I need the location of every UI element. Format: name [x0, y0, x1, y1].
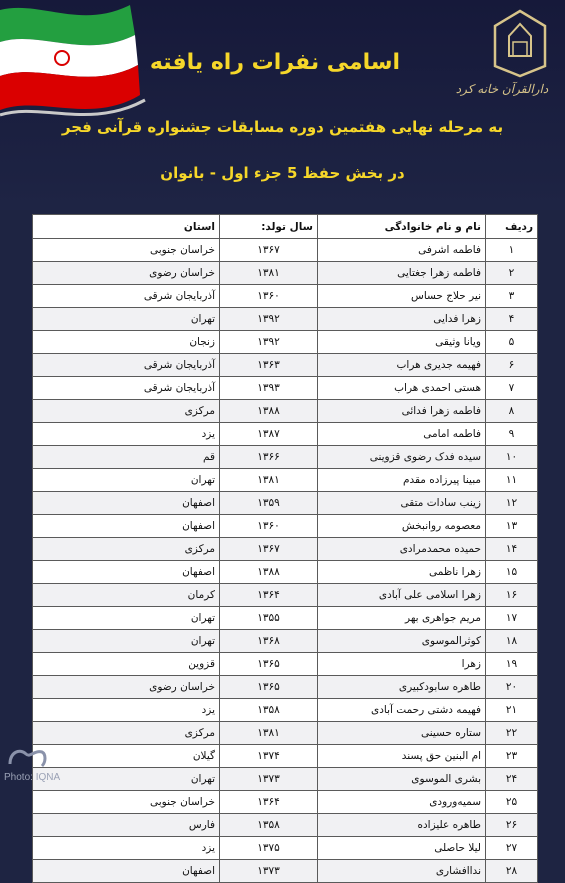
photo-credit: Photo: IQNA — [4, 772, 61, 783]
page-subtitle: به مرحله نهایی هفتمین دوره مسابقات جشنواره قرآنی فجر — [61, 118, 504, 136]
header-banner — [0, 0, 565, 210]
cell-birth-year: ۱۳۸۱ — [220, 469, 318, 492]
cell-birth-year: ۱۳۶۴ — [220, 791, 318, 814]
cell-name: فاطمه اشرفی — [318, 239, 486, 262]
cell-name: کوثرالموسوی — [318, 630, 486, 653]
cell-index: ۱۰ — [486, 446, 538, 469]
cell-province: آذربایجان شرقی — [33, 377, 220, 400]
cell-birth-year: ۱۳۶۴ — [220, 584, 318, 607]
table-row — [33, 814, 538, 837]
cell-birth-year: ۱۳۶۰ — [220, 515, 318, 538]
col-header-birth-year: سال تولد: — [220, 215, 318, 239]
cell-index: ۶ — [486, 354, 538, 377]
cell-name: بشری الموسوی — [318, 768, 486, 791]
cell-province: فارس — [33, 814, 220, 837]
cell-birth-year: ۱۳۸۷ — [220, 423, 318, 446]
cell-birth-year: ۱۳۵۸ — [220, 814, 318, 837]
cell-name: فاطمه امامی — [318, 423, 486, 446]
cell-birth-year: ۱۳۷۳ — [220, 860, 318, 883]
cell-name: فاطمه زهرا جغتایی — [318, 262, 486, 285]
cell-birth-year: ۱۳۶۷ — [220, 239, 318, 262]
cell-province: خراسان رضوی — [33, 676, 220, 699]
cell-province: یزد — [33, 423, 220, 446]
cell-name: ستاره حسینی — [318, 722, 486, 745]
cell-index: ۴ — [486, 308, 538, 331]
cell-index: ۲۳ — [486, 745, 538, 768]
cell-index: ۲۶ — [486, 814, 538, 837]
cell-name: مبینا پیرزاده مقدم — [318, 469, 486, 492]
darolquran-logo-icon — [489, 8, 551, 78]
cell-index: ۲۲ — [486, 722, 538, 745]
cell-birth-year: ۱۳۸۸ — [220, 400, 318, 423]
cell-index: ۱۴ — [486, 538, 538, 561]
cell-province: مرکزی — [33, 538, 220, 561]
cell-index: ۱ — [486, 239, 538, 262]
cell-province: یزد — [33, 837, 220, 860]
cell-birth-year: ۱۳۵۵ — [220, 607, 318, 630]
cell-index: ۹ — [486, 423, 538, 446]
table-row — [33, 860, 538, 883]
cell-birth-year: ۱۳۶۵ — [220, 676, 318, 699]
cell-index: ۱۹ — [486, 653, 538, 676]
cell-birth-year: ۱۳۵۹ — [220, 492, 318, 515]
cell-birth-year: ۱۳۶۰ — [220, 285, 318, 308]
cell-birth-year: ۱۳۹۲ — [220, 331, 318, 354]
table-row — [33, 354, 538, 377]
table-row — [33, 469, 538, 492]
cell-index: ۱۲ — [486, 492, 538, 515]
results-table-container — [32, 214, 537, 883]
cell-name: لیلا حاصلی — [318, 837, 486, 860]
table-row — [33, 676, 538, 699]
cell-province: مرکزی — [33, 722, 220, 745]
cell-index: ۱۸ — [486, 630, 538, 653]
cell-name: سیده فدک رضوی قزوینی — [318, 446, 486, 469]
cell-birth-year: ۱۳۶۵ — [220, 653, 318, 676]
col-header-index: ردیف — [486, 215, 538, 239]
cell-province: قم — [33, 446, 220, 469]
table-row — [33, 653, 538, 676]
cell-province: آذربایجان شرقی — [33, 285, 220, 308]
cell-name: مریم جواهری بهر — [318, 607, 486, 630]
cell-birth-year: ۱۳۸۱ — [220, 262, 318, 285]
table-row — [33, 768, 538, 791]
cell-province: تهران — [33, 607, 220, 630]
cell-birth-year: ۱۳۸۱ — [220, 722, 318, 745]
cell-province: تهران — [33, 768, 220, 791]
cell-birth-year: ۱۳۹۲ — [220, 308, 318, 331]
cell-index: ۲۴ — [486, 768, 538, 791]
cell-birth-year: ۱۳۶۶ — [220, 446, 318, 469]
cell-index: ۲۰ — [486, 676, 538, 699]
cell-birth-year: ۱۳۶۸ — [220, 630, 318, 653]
table-row — [33, 837, 538, 860]
cell-province: مرکزی — [33, 400, 220, 423]
cell-name: معصومه روانبخش — [318, 515, 486, 538]
cell-province: اصفهان — [33, 492, 220, 515]
cell-name: سمیه‌ورودی — [318, 791, 486, 814]
cell-index: ۲۵ — [486, 791, 538, 814]
table-row — [33, 607, 538, 630]
table-row — [33, 446, 538, 469]
cell-name: طاهره علیزاده — [318, 814, 486, 837]
cell-name: فاطمه زهرا فدائی — [318, 400, 486, 423]
cell-province: گیلان — [33, 745, 220, 768]
cell-index: ۲۷ — [486, 837, 538, 860]
table-row — [33, 791, 538, 814]
cell-index: ۱۳ — [486, 515, 538, 538]
cell-birth-year: ۱۳۶۳ — [220, 354, 318, 377]
cell-province: کرمان — [33, 584, 220, 607]
cell-index: ۲ — [486, 262, 538, 285]
cell-index: ۱۵ — [486, 561, 538, 584]
cell-birth-year: ۱۳۵۸ — [220, 699, 318, 722]
table-row — [33, 722, 538, 745]
cell-name: زهرا — [318, 653, 486, 676]
table-row — [33, 515, 538, 538]
cell-index: ۵ — [486, 331, 538, 354]
table-row — [33, 630, 538, 653]
cell-index: ۱۶ — [486, 584, 538, 607]
cell-name: طاهره سابودکبیری — [318, 676, 486, 699]
table-row — [33, 745, 538, 768]
table-row — [33, 331, 538, 354]
cell-name: ام البنین حق پسند — [318, 745, 486, 768]
table-row — [33, 538, 538, 561]
cell-province: تهران — [33, 469, 220, 492]
col-header-name: نام و نام خانوادگی — [318, 215, 486, 239]
table-row — [33, 492, 538, 515]
cell-name: ویانا وثیقی — [318, 331, 486, 354]
cell-index: ۲۱ — [486, 699, 538, 722]
cell-province: یزد — [33, 699, 220, 722]
table-row — [33, 561, 538, 584]
cell-name: زینب سادات متقی — [318, 492, 486, 515]
table-row — [33, 400, 538, 423]
cell-index: ۱۱ — [486, 469, 538, 492]
cell-index: ۸ — [486, 400, 538, 423]
cell-province: آذربایجان شرقی — [33, 354, 220, 377]
table-row — [33, 308, 538, 331]
cell-birth-year: ۱۳۷۴ — [220, 745, 318, 768]
page-title: اسامی نفرات راه یافته — [149, 50, 401, 75]
cell-name: زهرا اسلامی علی آبادی — [318, 584, 486, 607]
cell-name: حمیده محمدمرادی — [318, 538, 486, 561]
cell-name: نداافشاری — [318, 860, 486, 883]
cell-province: تهران — [33, 308, 220, 331]
cell-name: نیر حلاج حساس — [318, 285, 486, 308]
cell-province: خراسان جنوبی — [33, 791, 220, 814]
iqna-watermark-icon — [6, 742, 50, 772]
table-row — [33, 239, 538, 262]
cell-province: اصفهان — [33, 515, 220, 538]
cell-index: ۷ — [486, 377, 538, 400]
cell-birth-year: ۱۳۷۵ — [220, 837, 318, 860]
logo-caption: دارالقرآن خانه کرد — [455, 82, 549, 96]
cell-name: هستی احمدی هراب — [318, 377, 486, 400]
cell-birth-year: ۱۳۸۸ — [220, 561, 318, 584]
cell-birth-year: ۱۳۹۳ — [220, 377, 318, 400]
cell-name: زهرا ناظمی — [318, 561, 486, 584]
cell-province: خراسان رضوی — [33, 262, 220, 285]
table-header-row — [33, 215, 538, 239]
cell-birth-year: ۱۳۷۳ — [220, 768, 318, 791]
iran-flag-icon — [0, 0, 150, 130]
cell-province: اصفهان — [33, 860, 220, 883]
cell-index: ۲۸ — [486, 860, 538, 883]
table-row — [33, 285, 538, 308]
table-row — [33, 262, 538, 285]
cell-name: فهیمه دشتی رحمت آبادی — [318, 699, 486, 722]
cell-province: زنجان — [33, 331, 220, 354]
table-body — [33, 239, 538, 883]
table-row — [33, 423, 538, 446]
cell-province: اصفهان — [33, 561, 220, 584]
cell-name: زهرا فدایی — [318, 308, 486, 331]
table-row — [33, 377, 538, 400]
cell-name: فهیمه جدیری هراب — [318, 354, 486, 377]
col-header-province: استان — [33, 215, 220, 239]
cell-birth-year: ۱۳۶۷ — [220, 538, 318, 561]
cell-index: ۱۷ — [486, 607, 538, 630]
cell-province: تهران — [33, 630, 220, 653]
cell-index: ۳ — [486, 285, 538, 308]
table-row — [33, 699, 538, 722]
results-table — [32, 214, 538, 883]
table-row — [33, 584, 538, 607]
cell-province: خراسان جنوبی — [33, 239, 220, 262]
cell-province: قزوین — [33, 653, 220, 676]
category-subtitle: در بخش حفظ 5 جزء اول - بانوان — [160, 164, 405, 182]
